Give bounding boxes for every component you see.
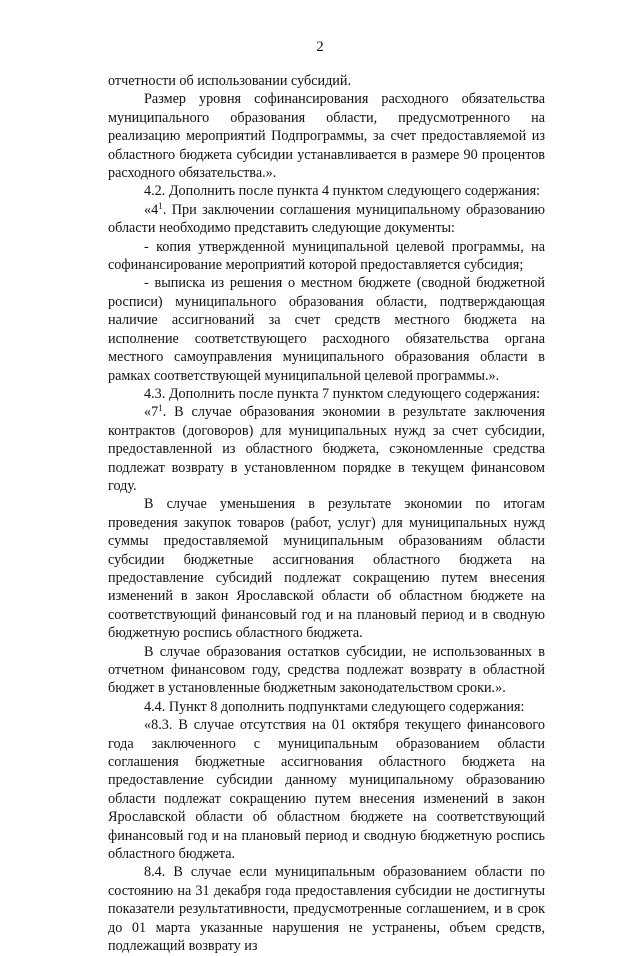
paragraph [108,238,545,275]
paragraph-text: . При заключении соглашения муниципальному образованию области необходимо представить следующие документы: [108,201,545,237]
paragraph-text: отчетности об использовании субсидий. [108,73,352,89]
paragraph [108,863,545,955]
paragraph-text: В случае образования остатков субсидии, не использованных в отчетном финансовом году, средства подлежат возврату в областной бюджет в установленные бюджетным законодательством сроки.». [108,643,545,697]
paragraph [108,698,545,716]
paragraph-text: В случае уменьшения в результате экономии по итогам проведения закупок товаров (работ, услуг) для муниципальных нужд суммы предоставляемой муниципальным образованиям области субсидии бюджетные ассигнования областного бюджета на предоставление субсидий подлежат сокращению путем внесения изменений в закон Ярославской области об областном бюджете на соответствующий финансовый год и на плановый период и в сводную бюджетную роспись областного бюджета. [108,496,545,642]
clause-superscript: 1 [158,403,163,414]
clause-number: «4 [144,201,159,218]
paragraph-text: - копия утвержденной муниципальной целевой программы, на софинансирование мероприятий которой предоставляется субсидия; [108,238,545,274]
paragraph-text: . В случае образования экономии в результате заключения контрактов (договоров) для муниципальных нужд за счет субсидии, предоставленной из областного бюджета, сэкономленные средства подлежат возврату в установленном порядке в текущем финансовом году. [108,404,545,494]
paragraph-text: 4.3. Дополнить после пункта 7 пунктом следующего содержания: [144,385,541,402]
clause-superscript: 1 [158,200,163,211]
paragraph-text: 4.2. Дополнить после пункта 4 пунктом следующего содержания: [144,183,541,200]
paragraph [108,385,545,403]
paragraph [108,403,545,495]
paragraph-text: 8.4. В случае если муниципальным образованием области по состоянию на 31 декабря года предоставления субсидии не достигнуты показатели результативности, предусмотренные соглашением, и в срок до 01 марта указанные нарушения не устранены, объем средств, подлежащий возврату из [108,864,545,955]
paragraph-text: - выписка из решения о местном бюджете (сводной бюджетной росписи) муниципального образования области, подтверждающая наличие ассигнований за счет средств местного бюджета на исполнение соответствующего расходного обязательства органа местного самоуправления муниципального образования области в рамках соответствующей муниципальной целевой программы.». [108,275,545,384]
paragraph-text: Размер уровня софинансирования расходного обязательства муниципального образования области, предусмотренного на реализацию мероприятий Подпрограммы, за счет предоставляемой из областного бюджета субсидии устанавливается в размере 90 процентов расходного обязательства.». [108,91,545,182]
paragraph [108,274,545,384]
document-body [108,72,545,956]
paragraph [108,90,545,182]
paragraph [108,201,545,238]
paragraph [108,72,545,90]
clause-number: «7 [144,404,159,421]
paragraph [108,716,545,863]
paragraph [108,182,545,200]
paragraph [108,495,545,642]
page-number: 2 [316,39,324,55]
paragraph-text: 4.4. Пункт 8 дополнить подпунктами следующего содержания: [144,698,525,715]
paragraph [108,643,545,698]
paragraph-text: «8.3. В случае отсутствия на 01 октября текущего финансового года заключенного с муниципальным образованием области соглашения бюджетные ассигнования областного бюджета на предоставление субсидии данному муниципальному образованию области подлежат сокращению путем внесения изменений в закон Ярославской области об областном бюджете на соответствующий финансовый год и на плановый период и сводную бюджетную роспись областного бюджета. [108,717,545,863]
